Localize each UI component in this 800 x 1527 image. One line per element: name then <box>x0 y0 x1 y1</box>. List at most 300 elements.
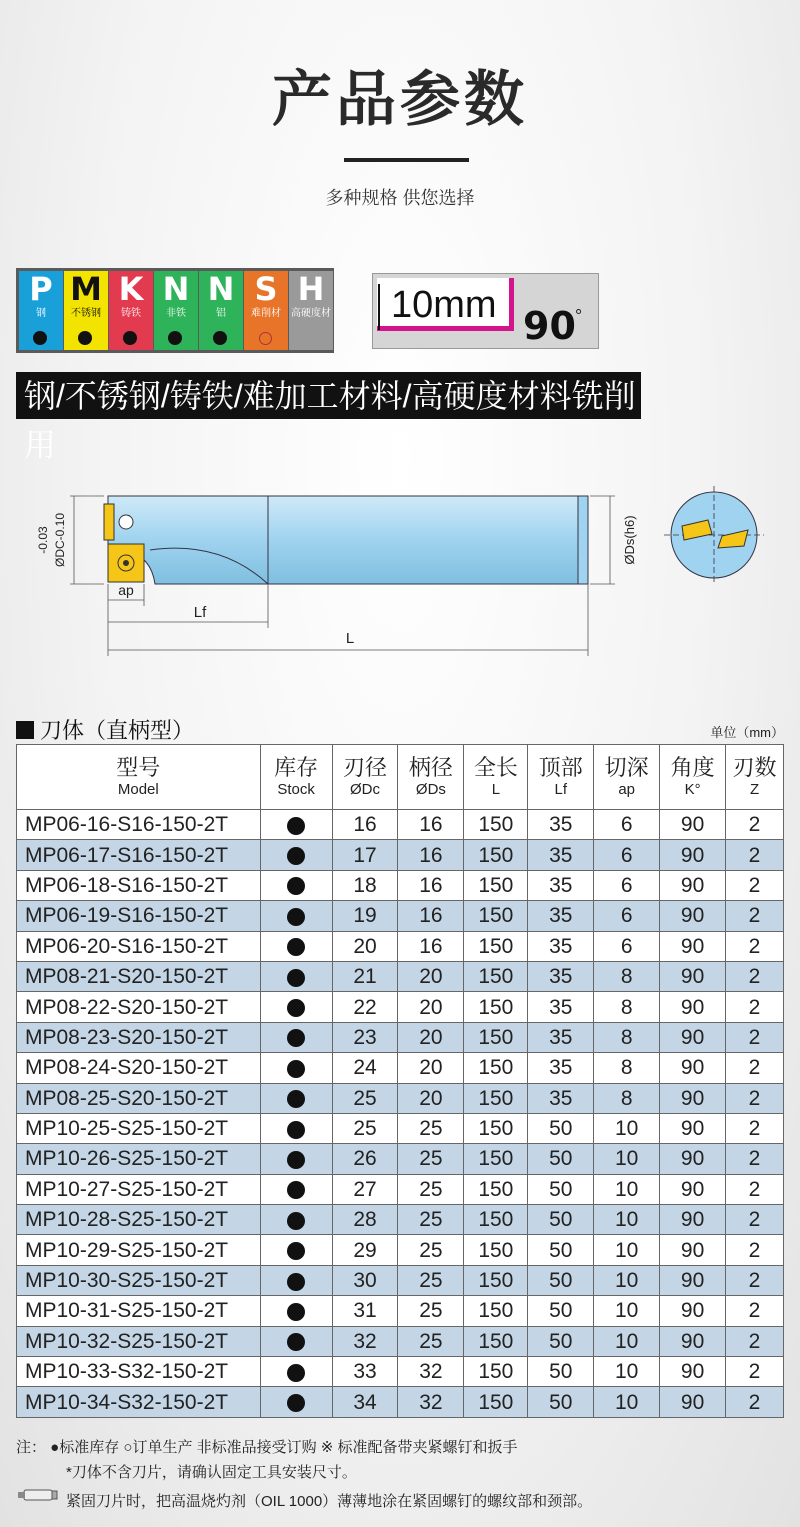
stock-cell <box>260 1205 332 1235</box>
value-cell: 35 <box>528 961 594 991</box>
stock-dot-icon <box>287 1242 305 1260</box>
column-header-en: Lf <box>554 781 568 798</box>
value-cell: 10 <box>594 1144 660 1174</box>
value-cell: 16 <box>398 901 464 931</box>
value-cell: 16 <box>398 840 464 870</box>
value-cell: 2 <box>726 840 784 870</box>
material-letter: H <box>297 270 325 308</box>
column-header <box>332 745 398 810</box>
value-cell: 6 <box>594 870 660 900</box>
material-5 <box>199 271 243 350</box>
value-cell: 150 <box>464 840 528 870</box>
model-cell: MP08-22-S20-150-2T <box>17 992 261 1022</box>
stock-dot-icon <box>287 1394 305 1412</box>
value-cell: 50 <box>528 1113 594 1143</box>
filled-dot-icon <box>78 331 92 345</box>
value-cell: 90 <box>660 1205 726 1235</box>
material-suitability <box>289 326 333 350</box>
value-cell: 10 <box>594 1265 660 1295</box>
tolerance-top-label: -0.03 <box>36 526 50 554</box>
stock-cell <box>260 901 332 931</box>
value-cell: 32 <box>398 1387 464 1417</box>
value-cell: 32 <box>398 1357 464 1387</box>
value-cell: 20 <box>398 992 464 1022</box>
table-row <box>17 1265 784 1295</box>
table-row <box>17 840 784 870</box>
material-letter: N <box>207 270 235 308</box>
stock-dot-icon <box>287 1151 305 1169</box>
table-row <box>17 931 784 961</box>
value-cell: 150 <box>464 1205 528 1235</box>
value-cell: 25 <box>398 1174 464 1204</box>
material-name: 非铁 <box>166 308 186 319</box>
value-cell: 50 <box>528 1265 594 1295</box>
value-cell: 50 <box>528 1357 594 1387</box>
filled-dot-icon <box>33 331 47 345</box>
stock-dot-icon <box>287 877 305 895</box>
stock-cell <box>260 1022 332 1052</box>
material-letter: M <box>70 270 102 308</box>
material-name: 高硬度材 <box>291 308 331 319</box>
value-cell: 50 <box>528 1387 594 1417</box>
spec-badge <box>372 273 599 349</box>
model-cell: MP06-17-S16-150-2T <box>17 840 261 870</box>
stock-cell <box>260 840 332 870</box>
value-cell: 6 <box>594 840 660 870</box>
value-cell: 31 <box>332 1296 398 1326</box>
table-row <box>17 901 784 931</box>
model-cell: MP10-29-S25-150-2T <box>17 1235 261 1265</box>
value-cell: 34 <box>332 1387 398 1417</box>
model-cell: MP08-23-S20-150-2T <box>17 1022 261 1052</box>
value-cell: 16 <box>332 810 398 840</box>
stock-cell <box>260 1296 332 1326</box>
stock-dot-icon <box>287 847 305 865</box>
value-cell: 2 <box>726 1083 784 1113</box>
column-header-en: ap <box>618 781 636 798</box>
column-header <box>398 745 464 810</box>
spec-table <box>16 744 784 1418</box>
value-cell: 35 <box>528 901 594 931</box>
value-cell: 150 <box>464 1235 528 1265</box>
value-cell: 90 <box>660 810 726 840</box>
l-label: L <box>345 630 355 647</box>
material-name: 铝 <box>216 308 226 319</box>
value-cell: 90 <box>660 1144 726 1174</box>
value-cell: 150 <box>464 1053 528 1083</box>
model-cell: MP08-24-S20-150-2T <box>17 1053 261 1083</box>
value-cell: 8 <box>594 1022 660 1052</box>
column-header-en: K° <box>684 781 701 798</box>
value-cell: 150 <box>464 1174 528 1204</box>
value-cell: 25 <box>398 1205 464 1235</box>
stock-dot-icon <box>287 1364 305 1382</box>
page-title: 产品参数 <box>272 65 528 135</box>
value-cell: 35 <box>528 870 594 900</box>
model-cell: MP08-25-S20-150-2T <box>17 1083 261 1113</box>
material-letter: N <box>162 270 190 308</box>
value-cell: 35 <box>528 810 594 840</box>
material-3 <box>109 271 153 350</box>
stock-cell <box>260 1357 332 1387</box>
material-suitability <box>19 326 63 350</box>
value-cell: 20 <box>398 961 464 991</box>
stock-dot-icon <box>287 817 305 835</box>
value-cell: 35 <box>528 931 594 961</box>
stock-cell <box>260 1387 332 1417</box>
model-cell: MP06-19-S16-150-2T <box>17 901 261 931</box>
stock-dot-icon <box>287 1273 305 1291</box>
value-cell: 25 <box>332 1113 398 1143</box>
value-cell: 25 <box>398 1144 464 1174</box>
model-cell: MP10-33-S32-150-2T <box>17 1357 261 1387</box>
value-cell: 150 <box>464 870 528 900</box>
model-cell: MP10-30-S25-150-2T <box>17 1265 261 1295</box>
stock-cell <box>260 1326 332 1356</box>
value-cell: 29 <box>332 1235 398 1265</box>
model-cell: MP10-27-S25-150-2T <box>17 1174 261 1204</box>
value-cell: 25 <box>398 1235 464 1265</box>
value-cell: 90 <box>660 1296 726 1326</box>
stock-dot-icon <box>287 1090 305 1108</box>
value-cell: 6 <box>594 901 660 931</box>
value-cell: 2 <box>726 992 784 1022</box>
stock-dot-icon <box>287 1181 305 1199</box>
depth-arrow-icon <box>378 284 380 330</box>
value-cell: 50 <box>528 1174 594 1204</box>
value-cell: 150 <box>464 1357 528 1387</box>
stock-cell <box>260 870 332 900</box>
stock-dot-icon <box>287 969 305 987</box>
table-row <box>17 1235 784 1265</box>
column-header-cn: 柄径 <box>408 755 453 780</box>
stock-dot-icon <box>287 1303 305 1321</box>
value-cell: 150 <box>464 810 528 840</box>
table-row <box>17 1205 784 1235</box>
material-letter: S <box>254 270 278 308</box>
value-cell: 6 <box>594 931 660 961</box>
value-cell: 32 <box>332 1326 398 1356</box>
stock-dot-icon <box>287 1333 305 1351</box>
column-header-cn: 刃径 <box>343 755 388 780</box>
ap-label: ap <box>118 582 134 598</box>
value-cell: 10 <box>594 1296 660 1326</box>
value-cell: 8 <box>594 1083 660 1113</box>
model-cell: MP08-21-S20-150-2T <box>17 961 261 991</box>
value-cell: 35 <box>528 1022 594 1052</box>
value-cell: 150 <box>464 1296 528 1326</box>
stock-dot-icon <box>287 1029 305 1047</box>
column-header-cn: 全长 <box>473 755 518 780</box>
value-cell: 2 <box>726 1235 784 1265</box>
value-cell: 25 <box>398 1265 464 1295</box>
column-header-cn: 库存 <box>274 755 319 780</box>
filled-dot-icon <box>123 331 137 345</box>
value-cell: 19 <box>332 901 398 931</box>
shank-main <box>268 496 586 584</box>
value-cell: 35 <box>528 840 594 870</box>
model-cell: MP06-16-S16-150-2T <box>17 810 261 840</box>
square-bullet-icon <box>16 721 34 739</box>
stock-dot-icon <box>287 938 305 956</box>
material-4 <box>154 271 198 350</box>
value-cell: 2 <box>726 1022 784 1052</box>
angle-value: 90 <box>523 304 576 348</box>
table-row <box>17 810 784 840</box>
stock-cell <box>260 1113 332 1143</box>
value-cell: 90 <box>660 931 726 961</box>
value-cell: 2 <box>726 1387 784 1417</box>
value-cell: 2 <box>726 1113 784 1143</box>
value-cell: 8 <box>594 1053 660 1083</box>
value-cell: 90 <box>660 1113 726 1143</box>
tool-diagram <box>0 470 800 670</box>
value-cell: 50 <box>528 1205 594 1235</box>
value-cell: 50 <box>528 1326 594 1356</box>
stock-cell <box>260 1053 332 1083</box>
table-row <box>17 1053 784 1083</box>
model-cell: MP10-31-S25-150-2T <box>17 1296 261 1326</box>
value-cell: 2 <box>726 1053 784 1083</box>
value-cell: 18 <box>332 870 398 900</box>
value-cell: 10 <box>594 1235 660 1265</box>
stock-cell <box>260 1144 332 1174</box>
table-row <box>17 1326 784 1356</box>
value-cell: 16 <box>398 931 464 961</box>
value-cell: 90 <box>660 1265 726 1295</box>
material-suitability <box>109 326 153 350</box>
material-name: 不锈钢 <box>71 308 101 319</box>
value-cell: 90 <box>660 1235 726 1265</box>
value-cell: 10 <box>594 1387 660 1417</box>
value-cell: 27 <box>332 1174 398 1204</box>
value-cell: 90 <box>660 1174 726 1204</box>
value-cell: 2 <box>726 1205 784 1235</box>
oil-tube-icon <box>16 1484 60 1506</box>
model-cell: MP06-20-S16-150-2T <box>17 931 261 961</box>
table-row <box>17 961 784 991</box>
stock-dot-icon <box>287 999 305 1017</box>
value-cell: 150 <box>464 1083 528 1113</box>
value-cell: 25 <box>332 1083 398 1113</box>
value-cell: 90 <box>660 1326 726 1356</box>
column-header <box>528 745 594 810</box>
column-header <box>464 745 528 810</box>
value-cell: 150 <box>464 1265 528 1295</box>
column-header-en: ØDc <box>350 781 380 798</box>
value-cell: 90 <box>660 992 726 1022</box>
value-cell: 25 <box>398 1113 464 1143</box>
column-header-en: Stock <box>277 781 315 798</box>
section-title <box>16 714 194 745</box>
table-row <box>17 1144 784 1174</box>
material-suitability <box>199 326 243 350</box>
subtitle: 多种规格 供您选择 <box>325 188 475 208</box>
column-header <box>594 745 660 810</box>
tolerance-dc-label: ØDC-0.10 <box>53 512 67 568</box>
value-cell: 25 <box>398 1326 464 1356</box>
note-oil: 紧固刀片时，把高温烧灼剂（OIL 1000）薄薄地涂在紧固螺钉的螺纹部和颈部。 <box>66 1493 593 1510</box>
material-7 <box>289 271 333 350</box>
value-cell: 2 <box>726 1326 784 1356</box>
application-banner: 钢/不锈钢/铸铁/难加工材料/高硬度材料铣削用 <box>16 372 641 419</box>
value-cell: 8 <box>594 961 660 991</box>
value-cell: 10 <box>594 1326 660 1356</box>
column-header <box>17 745 261 810</box>
stock-dot-icon <box>287 1060 305 1078</box>
value-cell: 90 <box>660 1387 726 1417</box>
value-cell: 2 <box>726 961 784 991</box>
value-cell: 150 <box>464 1144 528 1174</box>
value-cell: 50 <box>528 1296 594 1326</box>
table-row <box>17 1357 784 1387</box>
value-cell: 22 <box>332 992 398 1022</box>
table-row <box>17 1022 784 1052</box>
value-cell: 50 <box>528 1235 594 1265</box>
depth-box <box>377 278 514 331</box>
value-cell: 2 <box>726 1265 784 1295</box>
value-cell: 150 <box>464 1113 528 1143</box>
stock-cell <box>260 1083 332 1113</box>
stock-cell <box>260 992 332 1022</box>
value-cell: 2 <box>726 810 784 840</box>
column-header <box>660 745 726 810</box>
material-1 <box>19 271 63 350</box>
column-header-en: Model <box>117 781 159 798</box>
value-cell: 33 <box>332 1357 398 1387</box>
value-cell: 6 <box>594 810 660 840</box>
value-cell: 26 <box>332 1144 398 1174</box>
stock-cell <box>260 810 332 840</box>
value-cell: 2 <box>726 870 784 900</box>
stock-dot-icon <box>287 1121 305 1139</box>
value-cell: 2 <box>726 1296 784 1326</box>
value-cell: 24 <box>332 1053 398 1083</box>
material-name: 铸铁 <box>121 308 141 319</box>
value-cell: 25 <box>398 1296 464 1326</box>
value-cell: 16 <box>398 870 464 900</box>
value-cell: 16 <box>398 810 464 840</box>
value-cell: 23 <box>332 1022 398 1052</box>
hollow-dot-icon <box>259 332 272 345</box>
column-header-cn: 角度 <box>670 755 715 780</box>
stock-dot-icon <box>287 1212 305 1230</box>
value-cell: 17 <box>332 840 398 870</box>
note-insert: *刀体不含刀片，请确认固定工具安装尺寸。 <box>66 1464 357 1481</box>
value-cell: 10 <box>594 1357 660 1387</box>
value-cell: 2 <box>726 1357 784 1387</box>
stock-cell <box>260 961 332 991</box>
material-suitability <box>64 326 108 350</box>
value-cell: 2 <box>726 901 784 931</box>
material-letter: K <box>118 270 144 308</box>
unit-label: 单位（mm） <box>710 725 784 740</box>
value-cell: 90 <box>660 840 726 870</box>
column-header-en: L <box>491 781 501 798</box>
column-header-cn: 刃数 <box>732 755 777 780</box>
value-cell: 150 <box>464 961 528 991</box>
stock-cell <box>260 1265 332 1295</box>
value-cell: 90 <box>660 1357 726 1387</box>
value-cell: 90 <box>660 1083 726 1113</box>
degree-sign: ° <box>575 306 583 326</box>
material-name: 难削材 <box>251 308 281 319</box>
value-cell: 90 <box>660 1053 726 1083</box>
model-cell: MP10-34-S32-150-2T <box>17 1387 261 1417</box>
value-cell: 35 <box>528 1083 594 1113</box>
table-row <box>17 1296 784 1326</box>
insert-top-icon <box>104 504 114 540</box>
stock-dot-icon <box>287 908 305 926</box>
section-title-text: 刀体（直柄型） <box>40 718 195 743</box>
value-cell: 90 <box>660 901 726 931</box>
value-cell: 2 <box>726 1174 784 1204</box>
lf-label: Lf <box>193 604 207 621</box>
material-letter: P <box>29 270 53 308</box>
table-row <box>17 992 784 1022</box>
table-row <box>17 1387 784 1417</box>
stock-cell <box>260 1174 332 1204</box>
value-cell: 28 <box>332 1205 398 1235</box>
value-cell: 2 <box>726 1144 784 1174</box>
column-header-cn: 顶部 <box>538 755 583 780</box>
filled-dot-icon <box>168 331 182 345</box>
column-header-en: Z <box>749 781 760 798</box>
value-cell: 150 <box>464 901 528 931</box>
table-row <box>17 870 784 900</box>
material-suitability <box>154 326 198 350</box>
model-cell: MP10-26-S25-150-2T <box>17 1144 261 1174</box>
table-row <box>17 1174 784 1204</box>
value-cell: 35 <box>528 992 594 1022</box>
value-cell: 150 <box>464 992 528 1022</box>
value-cell: 10 <box>594 1174 660 1204</box>
title-underline <box>344 158 469 162</box>
depth-value: 10mm <box>391 284 497 326</box>
table-row <box>17 1113 784 1143</box>
table-header-row <box>17 745 784 810</box>
filled-dot-icon <box>213 331 227 345</box>
ds-label: ØDs(h6) <box>622 515 637 565</box>
value-cell: 20 <box>398 1022 464 1052</box>
value-cell: 150 <box>464 1326 528 1356</box>
value-cell: 2 <box>726 931 784 961</box>
model-cell: MP10-32-S25-150-2T <box>17 1326 261 1356</box>
column-header <box>260 745 332 810</box>
material-suitability <box>244 326 288 350</box>
value-cell: 20 <box>398 1083 464 1113</box>
column-header-cn: 切深 <box>604 755 649 780</box>
table-row <box>17 1083 784 1113</box>
model-cell: MP10-28-S25-150-2T <box>17 1205 261 1235</box>
value-cell: 150 <box>464 1022 528 1052</box>
model-cell: MP10-25-S25-150-2T <box>17 1113 261 1143</box>
value-cell: 90 <box>660 870 726 900</box>
value-cell: 8 <box>594 992 660 1022</box>
material-6 <box>244 271 288 350</box>
value-cell: 20 <box>398 1053 464 1083</box>
value-cell: 150 <box>464 931 528 961</box>
material-2 <box>64 271 108 350</box>
stock-cell <box>260 931 332 961</box>
value-cell: 150 <box>464 1387 528 1417</box>
material-grid <box>16 268 334 353</box>
value-cell: 35 <box>528 1053 594 1083</box>
value-cell: 20 <box>332 931 398 961</box>
column-header <box>726 745 784 810</box>
stock-cell <box>260 1235 332 1265</box>
value-cell: 90 <box>660 961 726 991</box>
